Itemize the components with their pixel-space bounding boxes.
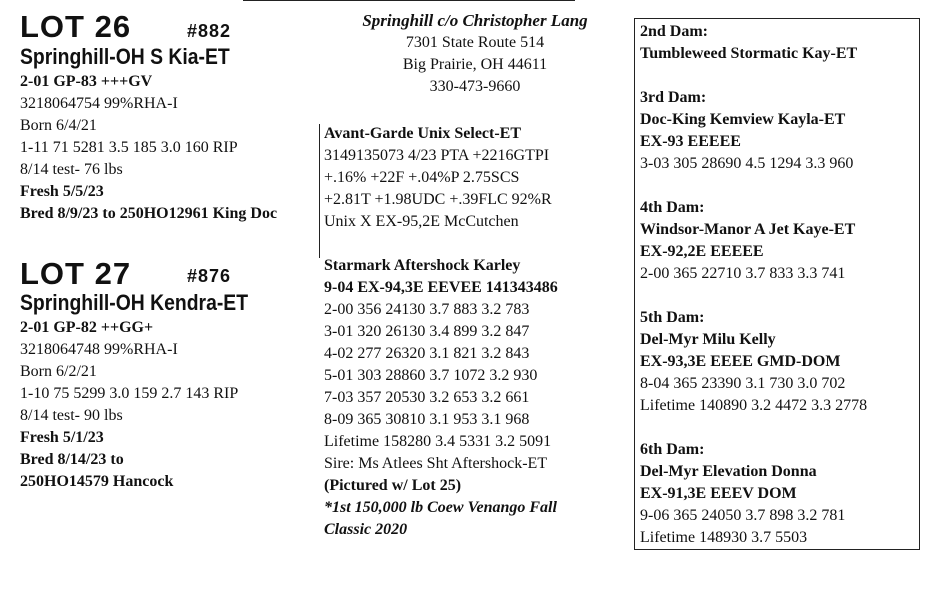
dam4-classification: EX-92,2E EEEEE <box>640 243 764 260</box>
dam3-classification: EX-93 EEEEE <box>640 133 741 150</box>
dam-record: 8-09 365 30810 3.1 953 3.1 968 <box>324 411 530 428</box>
lot-26-test: 8/14 test- 76 lbs <box>20 161 123 178</box>
lot-27-test: 8/14 test- 90 lbs <box>20 407 123 424</box>
lot-27-bred-line-1: Bred 8/14/23 to <box>20 451 124 468</box>
dam6-label: 6th Dam: <box>640 441 705 458</box>
lot-26-title: LOT 26 <box>20 9 132 44</box>
dam-classification: 9-04 EX-94,3E EEVEE 141343486 <box>324 279 558 296</box>
dam-record: 7-03 357 20530 3.2 653 3.2 661 <box>324 389 530 406</box>
dam-lifetime: Lifetime 158280 3.4 5331 3.2 5091 <box>324 433 552 450</box>
lot-27-born: Born 6/2/21 <box>20 363 97 380</box>
dam6-lifetime: Lifetime 148930 3.7 5503 <box>640 529 808 546</box>
dam5-label: 5th Dam: <box>640 309 705 326</box>
sire-line-4: Unix X EX-95,2E McCutchen <box>324 213 519 230</box>
dam6-classification: EX-91,3E EEEV DOM <box>640 485 797 502</box>
top-rule <box>243 0 575 1</box>
dam-award-note-2: Classic 2020 <box>324 521 408 538</box>
lot-27-name: Springhill-OH Kendra-ET <box>20 290 249 315</box>
dam5-name: Del-Myr Milu Kelly <box>640 331 776 348</box>
dam-sire: Sire: Ms Atlees Sht Aftershock-ET <box>324 455 548 472</box>
consignor-name: Springhill c/o Christopher Lang <box>362 11 588 30</box>
dam3-record: 3-03 305 28690 4.5 1294 3.3 960 <box>640 155 854 172</box>
lot-26-record: 1-11 71 5281 3.5 185 3.0 160 RIP <box>20 139 238 156</box>
dam2-name: Tumbleweed Stormatic Kay-ET <box>640 45 858 62</box>
dam-award-note-1: *1st 150,000 lb Coew Venango Fall <box>324 499 557 516</box>
lot-27-title: LOT 27 <box>20 256 132 291</box>
lot-26-registration: 3218064754 99%RHA-I <box>20 95 178 112</box>
lot-26-fresh: Fresh 5/5/23 <box>20 183 104 200</box>
consignor-address-2: Big Prairie, OH 44611 <box>402 56 548 73</box>
sire-divider <box>319 124 320 258</box>
dam4-label: 4th Dam: <box>640 199 705 216</box>
lot-27-classification: 2-01 GP-82 ++GG+ <box>20 319 154 336</box>
lot-27-bred-line-2: 250HO14579 Hancock <box>20 473 174 490</box>
dam6-record: 9-06 365 24050 3.7 898 3.2 781 <box>640 507 846 524</box>
dam-name: Starmark Aftershock Karley <box>324 257 521 274</box>
sire-name: Avant-Garde Unix Select-ET <box>324 125 522 142</box>
lot-26-number: #882 <box>187 21 232 41</box>
sire-line-3: +2.81T +1.98UDC +.39FLC 92%R <box>324 191 552 208</box>
dam5-record: 8-04 365 23390 3.1 730 3.0 702 <box>640 375 846 392</box>
lot-27-fresh: Fresh 5/1/23 <box>20 429 104 446</box>
dam-record: 3-01 320 26130 3.4 899 3.2 847 <box>324 323 530 340</box>
sire-line-1: 3149135073 4/23 PTA +2216GTPI <box>324 147 550 164</box>
lot-26-name: Springhill-OH S Kia-ET <box>20 44 230 69</box>
lot-27-number: #876 <box>187 266 232 286</box>
dam5-classification: EX-93,3E EEEE GMD-DOM <box>640 353 841 370</box>
lot-26-born: Born 6/4/21 <box>20 117 97 134</box>
lot-26-bred: Bred 8/9/23 to 250HO12961 King Doc <box>20 205 278 222</box>
dam5-lifetime: Lifetime 140890 3.2 4472 3.3 2778 <box>640 397 868 414</box>
consignor-block <box>330 10 620 98</box>
dam2-label: 2nd Dam: <box>640 23 709 40</box>
dam6-name: Del-Myr Elevation Donna <box>640 463 817 480</box>
dam-record: 5-01 303 28860 3.7 1072 3.2 930 <box>324 367 538 384</box>
dam4-record: 2-00 365 22710 3.7 833 3.3 741 <box>640 265 846 282</box>
dam-record: 2-00 356 24130 3.7 883 3.2 783 <box>324 301 530 318</box>
sire-line-2: +.16% +22F +.04%P 2.75SCS <box>324 169 520 186</box>
consignor-phone: 330-473-9660 <box>429 78 521 95</box>
lot-27-registration: 3218064748 99%RHA-I <box>20 341 178 358</box>
lot-27-record: 1-10 75 5299 3.0 159 2.7 143 RIP <box>20 385 239 402</box>
dam3-label: 3rd Dam: <box>640 89 707 106</box>
dam3-name: Doc-King Kemview Kayla-ET <box>640 111 846 128</box>
consignor-address-1: 7301 State Route 514 <box>405 34 545 51</box>
dam-record: 4-02 277 26320 3.1 821 3.2 843 <box>324 345 530 362</box>
lot-26-classification: 2-01 GP-83 +++GV <box>20 73 153 90</box>
dam4-name: Windsor-Manor A Jet Kaye-ET <box>640 221 856 238</box>
dam-pictured-note: (Pictured w/ Lot 25) <box>324 477 462 494</box>
